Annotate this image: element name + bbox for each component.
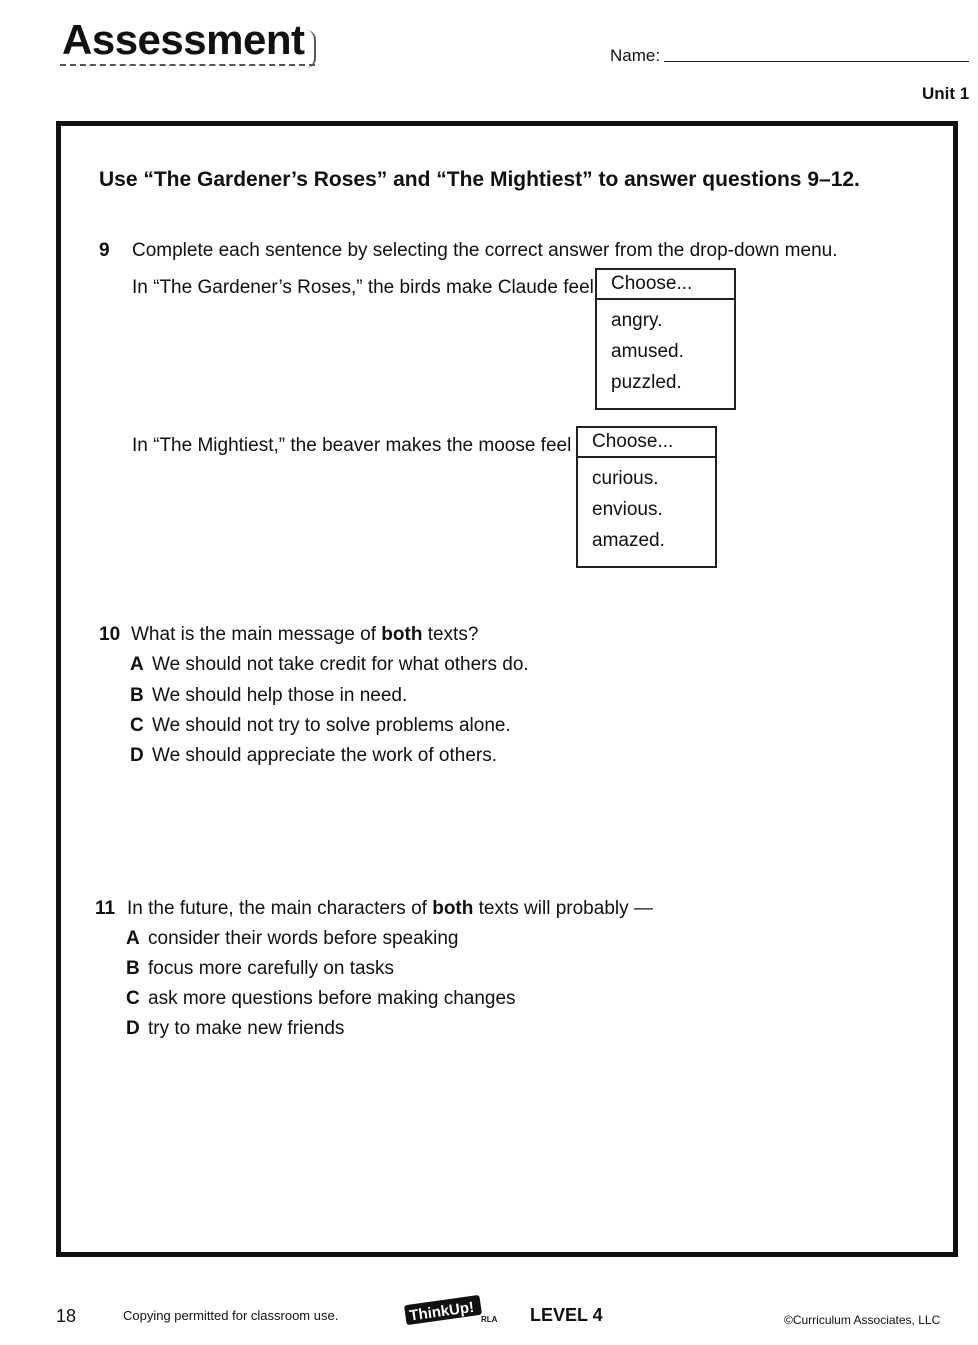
- emphasis-word: both: [381, 624, 423, 645]
- q9-sentence-2: In “The Mightiest,” the beaver makes the moose feel: [132, 435, 572, 456]
- answer-choice-c[interactable]: [130, 715, 511, 737]
- question-9-text: Complete each sentence by selecting the correct answer from the drop-down menu.: [132, 240, 838, 261]
- page-number: 18: [56, 1306, 77, 1326]
- question-text: What is the main message of: [131, 624, 382, 645]
- question-text: texts will probably —: [473, 898, 653, 919]
- choice-letter: D: [130, 745, 144, 766]
- question-number: 9: [99, 240, 110, 261]
- question-number: 11: [95, 898, 116, 919]
- answer-choice-a[interactable]: [126, 928, 459, 950]
- thinkup-logo: [403, 1290, 503, 1326]
- dropdown-option[interactable]: envious.: [592, 499, 663, 520]
- title-brace: [304, 30, 316, 68]
- name-label: Name:: [610, 46, 661, 65]
- choice-letter: C: [130, 715, 144, 736]
- dropdown-option[interactable]: angry.: [611, 310, 663, 331]
- choice-letter: C: [126, 988, 140, 1009]
- answer-choice-a[interactable]: [130, 654, 529, 676]
- question-9: [99, 240, 110, 262]
- question-11-text: [127, 898, 653, 920]
- instructions-text: Use “The Gardener’s Roses” and “The Mightiest” to answer questions 9: [99, 168, 819, 191]
- dropdown-options: [578, 458, 715, 561]
- unit-label: Unit 1: [922, 84, 970, 103]
- question-11: [95, 898, 115, 920]
- choice-letter: A: [126, 928, 140, 949]
- dropdown-option[interactable]: amused.: [611, 341, 684, 362]
- question-text: In the future, the main characters of: [127, 898, 433, 919]
- name-field[interactable]: [664, 61, 969, 62]
- dropdown-placeholder[interactable]: Choose...: [578, 428, 715, 458]
- choice-letter: B: [126, 958, 140, 979]
- logo-sub: RLA: [481, 1315, 498, 1324]
- choice-letter: A: [130, 654, 144, 675]
- copyright: ©Curriculum Associates, LLC: [784, 1313, 941, 1327]
- dropdown-moose-feel[interactable]: [576, 426, 717, 568]
- choice-text: focus more carefully on tasks: [148, 958, 395, 979]
- question-text: texts?: [422, 624, 479, 645]
- answer-choice-d[interactable]: [130, 745, 497, 767]
- dropdown-option[interactable]: curious.: [592, 468, 659, 489]
- choice-text: We should not try to solve problems alone.: [152, 715, 511, 736]
- dropdown-claude-feel[interactable]: [595, 268, 736, 410]
- page-title: Assessment: [62, 16, 305, 63]
- choice-text: We should not take credit for what others do.: [152, 654, 529, 675]
- dropdown-option[interactable]: amazed.: [592, 530, 665, 551]
- question-10-text: [131, 624, 478, 646]
- logo-text: ThinkUp!: [408, 1298, 476, 1325]
- choice-text: We should appreciate the work of others.: [152, 745, 498, 766]
- choice-letter: D: [126, 1018, 140, 1039]
- instructions-dash: –: [819, 168, 831, 191]
- answer-choice-b[interactable]: [130, 685, 407, 707]
- dropdown-option[interactable]: puzzled.: [611, 372, 682, 393]
- choice-text: We should help those in need.: [152, 685, 408, 706]
- level-label: LEVEL 4: [530, 1305, 603, 1325]
- choice-text: try to make new friends: [148, 1018, 345, 1039]
- dropdown-options: [597, 300, 734, 403]
- question-number: 10: [99, 624, 121, 645]
- choice-text: ask more questions before making changes: [148, 988, 516, 1009]
- instructions: [99, 168, 860, 192]
- answer-choice-c[interactable]: [126, 988, 516, 1010]
- choice-letter: B: [130, 685, 144, 706]
- answer-choice-b[interactable]: [126, 958, 394, 980]
- answer-choice-d[interactable]: [126, 1018, 344, 1040]
- instructions-range-end: 12.: [830, 168, 860, 191]
- copy-note: Copying permitted for classroom use.: [123, 1308, 339, 1323]
- title-underline: [60, 64, 315, 66]
- question-10: [99, 624, 120, 646]
- choice-text: consider their words before speaking: [148, 928, 459, 949]
- emphasis-word: both: [432, 898, 474, 919]
- dropdown-placeholder[interactable]: Choose...: [597, 270, 734, 300]
- q9-sentence-1: In “The Gardener’s Roses,” the birds make Claude feel: [132, 277, 594, 298]
